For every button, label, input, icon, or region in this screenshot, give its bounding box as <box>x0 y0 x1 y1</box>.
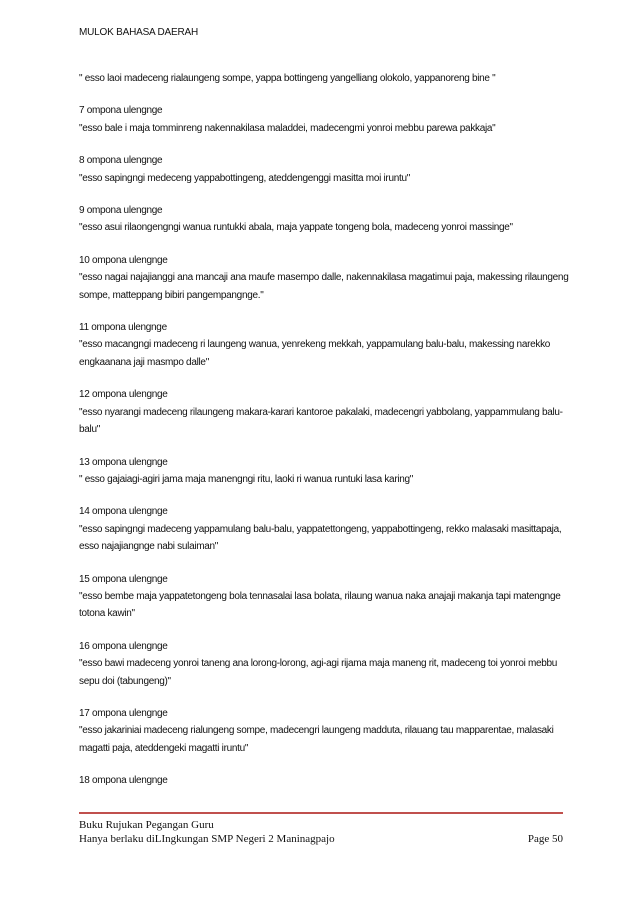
entry <box>79 503 579 555</box>
footer-school: Hanya berlaku diLIngkungan SMP Negeri 2 Maninagpajo <box>79 833 335 845</box>
entry-text: " esso gajaiagi-agiri jama maja manengngi ritu, laoki ri wanua runtuki lasa karing" <box>79 473 414 485</box>
entry <box>79 102 579 137</box>
document-body <box>79 70 579 790</box>
entry <box>79 705 579 757</box>
entry <box>79 252 579 304</box>
page-header: MULOK BAHASA DAERAH <box>79 27 199 38</box>
footer-row <box>79 832 563 846</box>
entry-heading: 15 ompona ulengnge <box>79 573 168 585</box>
entry-text: "esso sapingngi madeceng yappamulang balu-balu, yappatettongeng, yappabottingeng, rekko malasaki masittapaja, esso najajiangnge nabi sulaiman" <box>79 523 562 553</box>
entry-text: "esso nagai najajianggi ana mancaji ana maufe masempo dalle, nakennakilasa magatimui paja, makessing rilaungeng sompe, matteppang bibiri pangempangnge." <box>79 272 569 301</box>
entry-heading: 17 ompona ulengnge <box>79 707 168 719</box>
entry-heading: 10 ompona ulengnge <box>79 254 168 266</box>
last-entry-heading: 18 ompona ulengnge <box>79 775 168 787</box>
entry-heading: 12 ompona ulengnge <box>79 389 168 401</box>
entry <box>79 638 579 690</box>
entry-heading: 16 ompona ulengnge <box>79 640 168 652</box>
entry <box>79 571 579 623</box>
page-number: Page 50 <box>527 833 563 845</box>
entry <box>79 454 579 489</box>
entry-heading: 9 ompona ulengnge <box>79 205 163 217</box>
entry-list <box>79 102 579 757</box>
entry-heading: 7 ompona ulengnge <box>79 105 163 117</box>
entry-heading: 8 ompona ulengnge <box>79 155 163 167</box>
entry-text: "esso macangngi madeceng ri laungeng wanua, yenrekeng mekkah, yappamulang balu-balu, makessing narekko engkaanana jaji masmpo dalle" <box>79 339 551 368</box>
entry <box>79 319 579 371</box>
entry-text: "esso bembe maja yappatetongeng bola tennasalai lasa bolata, rilaung wanua naka anajaji makanja tapi matengnge totona kawin" <box>79 590 561 620</box>
entry-text: "esso bale i maja tomminreng nakennakilasa maladdei, madecengmi yonroi mebbu parewa pakkaja" <box>79 122 496 134</box>
entry-text: "esso sapingngi medeceng yappabottingeng, ateddengenggi masitta moi iruntu" <box>79 172 410 184</box>
entry-heading: 13 ompona ulengnge <box>79 456 168 468</box>
entry-text: "esso jakariniai madeceng rialungeng sompe, madecengri laungeng madduta, rilauang tau mapparentae, malasaki magatti paja, ateddengeki magatti iruntu" <box>79 725 554 754</box>
footer-book-title: Buku Rujukan Pegangan Guru <box>79 819 214 831</box>
entry-heading: 11 ompona ulengnge <box>79 322 167 334</box>
entry <box>79 152 579 187</box>
entry-text: "esso bawi madeceng yonroi taneng ana lorong-lorong, agi-agi rijama maja maneng rit, madeceng toi yonroi mebbu sepu doi (tabungeng)" <box>79 658 558 687</box>
entry-heading: 14 ompona ulengnge <box>79 506 168 518</box>
entry <box>79 202 579 237</box>
footer-rule <box>79 812 563 814</box>
intro-paragraph: " esso laoi madeceng rialaungeng sompe, yappa bottingeng yangelliang olokolo, yappanoreng bine " <box>79 73 496 84</box>
entry-text: "esso asui rilaongengngi wanua runtukki abala, maja yappate tongeng bola, madeceng yonroi massinge" <box>79 222 513 234</box>
page-footer <box>79 812 563 846</box>
entry <box>79 386 579 438</box>
entry-text: "esso nyarangi madeceng rilaungeng makara-karari kantoroe pakalaki, madecengri yabbolang, yappammulang balu-balu" <box>79 406 563 436</box>
